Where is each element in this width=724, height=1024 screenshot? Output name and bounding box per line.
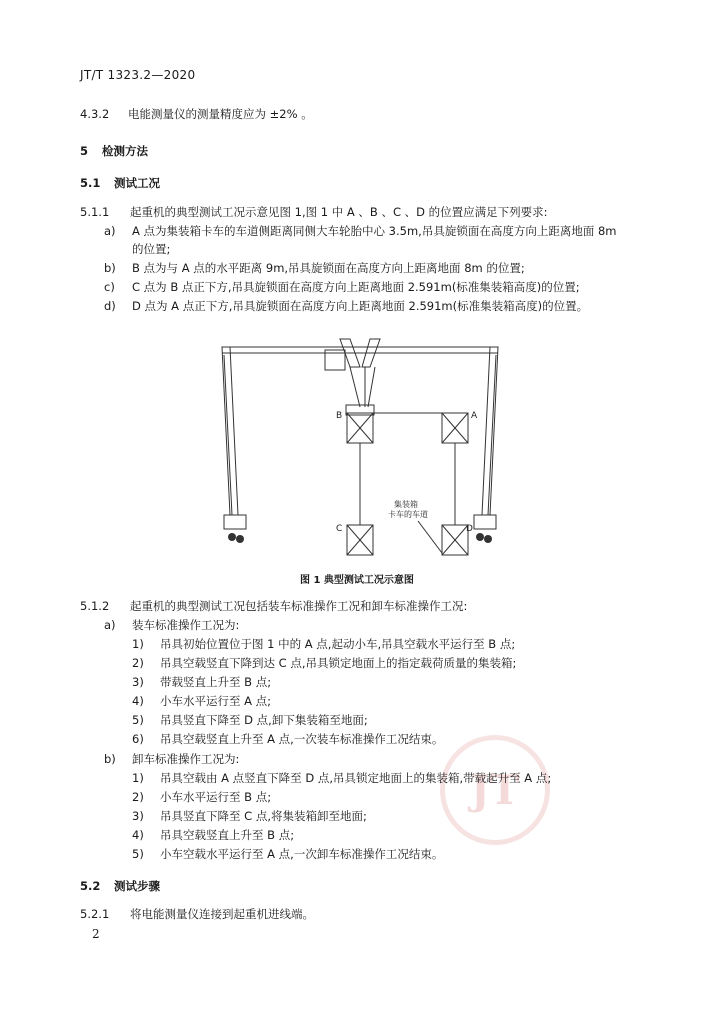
list-item-c — [104, 279, 580, 295]
loading-heading — [104, 617, 239, 633]
loading-step-3 — [132, 674, 271, 690]
truck-label-pointer — [418, 521, 442, 553]
step-number: 2) — [132, 656, 144, 670]
step-text: 吊具竖直下降至 D 点,卸下集装箱至地面; — [160, 713, 368, 727]
clause-5-2-1 — [80, 906, 314, 922]
loading-step-6 — [132, 731, 443, 747]
item-label: b) — [104, 752, 116, 766]
unloading-step-1 — [132, 770, 551, 786]
step-number: 3) — [132, 809, 144, 823]
hoist-rope — [350, 367, 360, 407]
clause-5-1-2 — [80, 598, 467, 614]
section-title: 测试工况 — [114, 176, 160, 190]
item-text: D 点为 A 点正下方,吊具旋锁面在高度方向上距离地面 2.591m(标准集装箱高度)的位置。 — [132, 299, 589, 313]
left-bogie — [224, 515, 246, 529]
clause-5-1-1 — [80, 204, 548, 220]
watermark-text: JT — [470, 766, 520, 814]
step-number: 6) — [132, 732, 144, 746]
item-text: 卸车标准操作工况为: — [132, 752, 240, 766]
step-text: 吊具空载竖直下降到达 C 点,吊具锁定地面上的指定载荷质量的集装箱; — [160, 656, 517, 670]
section-title: 检测方法 — [102, 144, 148, 158]
clause-text: 将电能测量仪连接到起重机进线端。 — [130, 907, 314, 921]
clause-number: 5.2.1 — [80, 907, 110, 921]
step-text: 吊具空载竖直上升至 B 点; — [160, 828, 295, 842]
list-item-a-continued: 的位置; — [132, 242, 171, 256]
step-text: 吊具空载由 A 点竖直下降至 D 点,吊具锁定地面上的集装箱,带载起升至 A 点; — [160, 771, 552, 785]
step-number: 3) — [132, 675, 144, 689]
unloading-step-4 — [132, 827, 294, 843]
right-bogie — [474, 515, 496, 529]
section-5-2-heading — [80, 878, 160, 894]
item-label: a) — [104, 224, 116, 238]
unloading-step-2 — [132, 789, 271, 805]
right-leg-inner — [488, 355, 496, 515]
step-number: 4) — [132, 828, 144, 842]
section-number: 5.1 — [80, 176, 101, 190]
section-title: 测试步骤 — [114, 879, 160, 893]
hoist-rope — [368, 367, 375, 407]
label-d: D — [466, 524, 473, 534]
list-item-b — [104, 260, 525, 276]
step-text: 吊具竖直下降至 C 点,将集装箱卸至地面; — [160, 809, 367, 823]
list-item-a — [104, 223, 617, 239]
loading-step-5 — [132, 712, 368, 728]
loading-step-4 — [132, 693, 271, 709]
clause-4-3-2 — [80, 106, 313, 122]
section-5-1-heading — [80, 175, 160, 191]
standard-number: JT/T 1323.2—2020 — [80, 68, 196, 82]
loading-step-2 — [132, 655, 516, 671]
clause-text: 起重机的典型测试工况示意见图 1,图 1 中 A 、B 、C 、D 的位置应满足下列要求: — [130, 205, 548, 219]
clause-number: 5.1.2 — [80, 599, 110, 613]
label-b: B — [336, 411, 343, 421]
item-label: c) — [104, 280, 115, 294]
label-c: C — [336, 524, 343, 534]
item-text: 装车标准操作工况为: — [132, 618, 240, 632]
wheels — [228, 533, 492, 543]
label-a: A — [471, 411, 478, 421]
step-number: 2) — [132, 790, 144, 804]
gantry-crane-diagram — [210, 325, 510, 565]
item-label: b) — [104, 261, 116, 275]
item-text: A 点为集装箱卡车的车道侧距离同侧大车轮胎中心 3.5m,吊具旋锁面在高度方向上距离地面 8m — [132, 224, 617, 238]
list-item-d — [104, 298, 588, 314]
clause-number: 5.1.1 — [80, 205, 110, 219]
item-text: C 点为 B 点正下方,吊具旋锁面在高度方向上距离地面 2.591m(标准集装箱高度)的位置; — [132, 280, 580, 294]
jt-watermark-stamp — [440, 735, 550, 845]
section-number: 5.2 — [80, 879, 101, 893]
step-number: 1) — [132, 637, 144, 651]
step-text: 小车水平运行至 A 点; — [160, 694, 272, 708]
loading-step-1 — [132, 636, 515, 652]
section-5-heading — [80, 143, 148, 159]
step-text: 吊具初始位置位于图 1 中的 A 点,起动小车,吊具空载水平运行至 B 点; — [160, 637, 516, 651]
item-text: B 点为与 A 点的水平距离 9m,吊具旋锁面在高度方向上距离地面 8m 的位置; — [132, 261, 525, 275]
item-label: a) — [104, 618, 116, 632]
clause-text: 起重机的典型测试工况包括装车标准操作工况和卸车标准操作工况: — [130, 599, 468, 613]
step-text: 带载竖直上升至 B 点; — [160, 675, 272, 689]
clause-text: 电能测量仪的测量精度应为 ±2% 。 — [128, 107, 313, 121]
truck-label-line1: 集装箱 — [394, 500, 418, 509]
step-number: 5) — [132, 713, 144, 727]
unloading-heading — [104, 751, 239, 767]
item-label: d) — [104, 299, 116, 313]
step-number: 1) — [132, 771, 144, 785]
unloading-step-5 — [132, 846, 443, 862]
figure-caption: 图 1 典型测试工况示意图 — [300, 575, 414, 586]
step-text: 小车水平运行至 B 点; — [160, 790, 272, 804]
left-leg-inner — [224, 355, 232, 515]
step-number: 5) — [132, 847, 144, 861]
step-number: 4) — [132, 694, 144, 708]
clause-number: 4.3.2 — [80, 107, 110, 121]
unloading-step-3 — [132, 808, 367, 824]
step-text: 吊具空载竖直上升至 A 点,一次装车标准操作工况结束。 — [160, 732, 444, 746]
truck-label-line2: 卡车的车道 — [388, 510, 428, 519]
page-number: 2 — [92, 927, 100, 941]
section-number: 5 — [80, 144, 89, 158]
step-text: 小车空载水平运行至 A 点,一次卸车标准操作工况结束。 — [160, 847, 444, 861]
